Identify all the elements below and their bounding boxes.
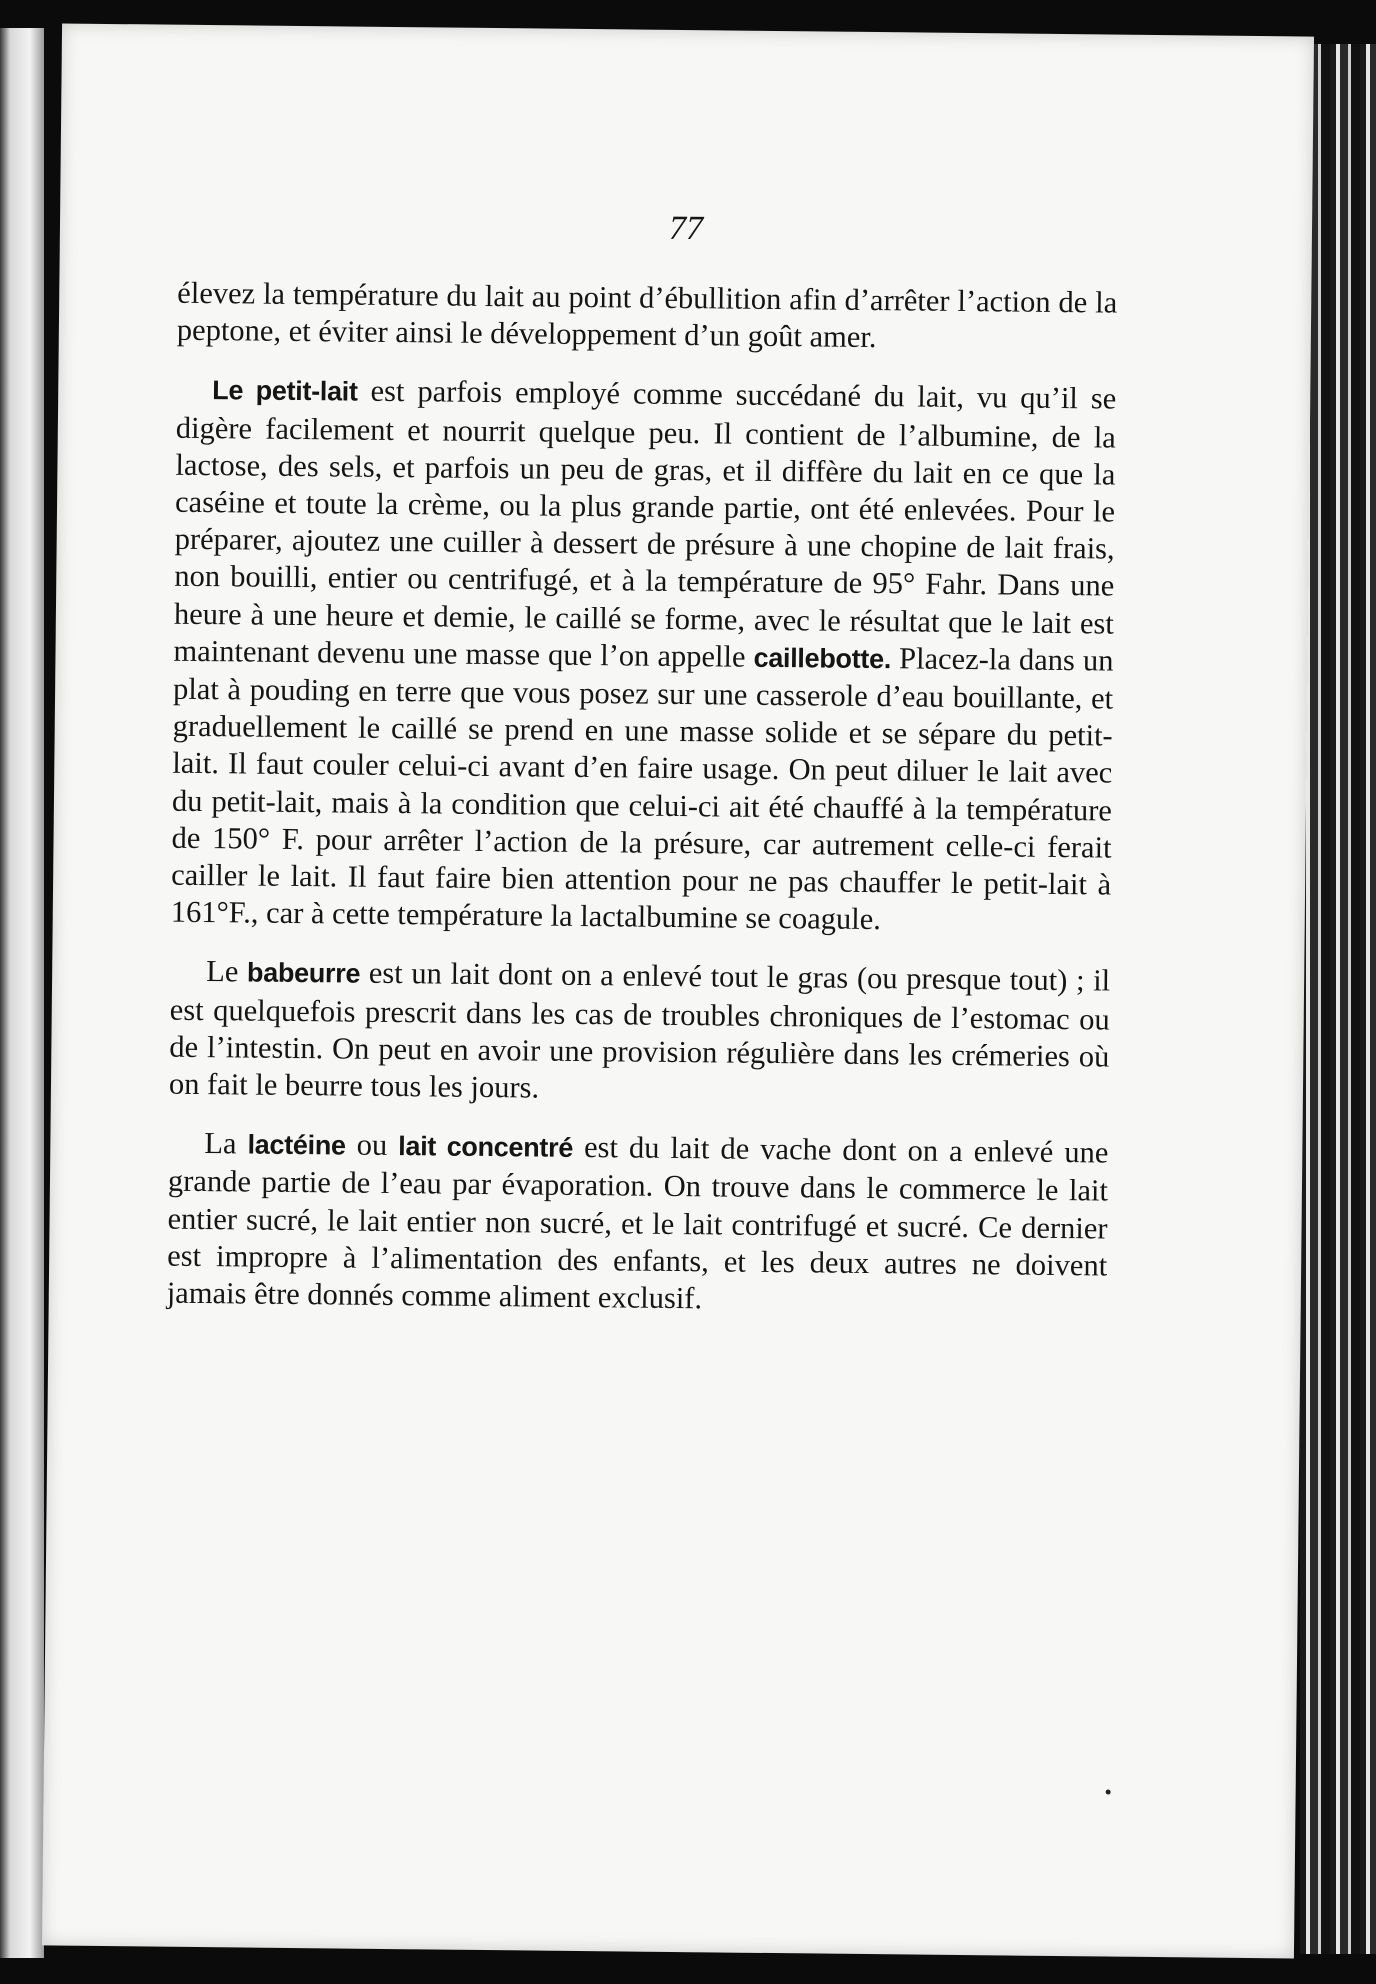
text-run: Le <box>206 954 248 989</box>
term-petit-lait: Le petit-lait <box>212 375 358 408</box>
term-lait-concentre: lait concentré <box>398 1131 574 1164</box>
term-babeurre: babeurre <box>246 957 361 990</box>
term-caillebotte: caillebotte. <box>753 642 892 675</box>
paragraph-lacteine <box>167 1125 1109 1322</box>
paragraph-continuation <box>177 275 1118 359</box>
page-body <box>166 275 1117 1344</box>
paragraph-babeurre <box>169 953 1111 1113</box>
text-run: est un lait dont on a enlevé tout le gras (ou presque tout) ; il est quelquefois prescrit dans les cas de troubles chroniques de l’estomac ou de l’intestin. On peut en avoir une provision régulière dans les crémeries où on fait le beurre tous les jours. <box>168 956 1111 1105</box>
text-run: ou <box>345 1127 399 1163</box>
page-number: 77 <box>668 209 704 248</box>
paragraph-petit-lait <box>171 371 1117 941</box>
text-run: La <box>204 1126 248 1161</box>
left-page-edge <box>0 28 44 1958</box>
text-run: Placez-la dans un plat à pouding en terre que vous posez sur une casserole d’eau bouillante, et graduellement le caillé se prend en une masse solide et se sépare du petit-lait. Il faut couler celui-ci avant d’en faire usage. On peut diluer le lait avec du petit-lait, mais à la condition que celui-ci ait été chauffé à la température de 150° F. pour arrêter l’action de la présure, car autrement celle-ci ferait cailler le lait. Il faut faire bien attention pour ne pas chauffer le petit-lait à 161°F., car à cette température la lactalbumine se coagule. <box>170 641 1114 937</box>
text-run: est du lait de vache dont on a enlevé une grande partie de l’eau par évaporation. On trouve dans le commerce le lait entier sucré, le lait entier non sucré, et le lait contrifugé et sucré. Ce dernier est impropre à l’alimentation des enfants, et les deux autres ne doivent jamais être donnés comme aliment exclusif. <box>166 1130 1109 1316</box>
book-page <box>42 23 1314 1958</box>
text-run: est parfois employé comme succédané du lait, vu qu’il se digère facilement et nourrit quelque peu. Il contient de l’albumine, de la lactose, des sels, et parfois un peu de gras, et il diffère du lait en ce que la caséine et toute la crème, ou la plus grande partie, ont été enlevées. Pour le préparer, ajoutez une cuiller à dessert de présure à une chopine de lait frais, non bouilli, entier ou centrifugé, et à la température de 95° Fahr. Dans une heure à une heure et demie, le caillé se forme, avec le résultat que le lait est maintenant devenu une masse que l’on appelle <box>173 374 1117 674</box>
text-run: élevez la température du lait au point d’ébullition afin d’arrêter l’action de la peptone, et éviter ainsi le développement d’un goût amer. <box>176 275 1118 355</box>
book-page-edges <box>1300 44 1376 1954</box>
term-lacteine: lactéine <box>247 1129 346 1161</box>
ink-speck <box>1106 1790 1111 1795</box>
